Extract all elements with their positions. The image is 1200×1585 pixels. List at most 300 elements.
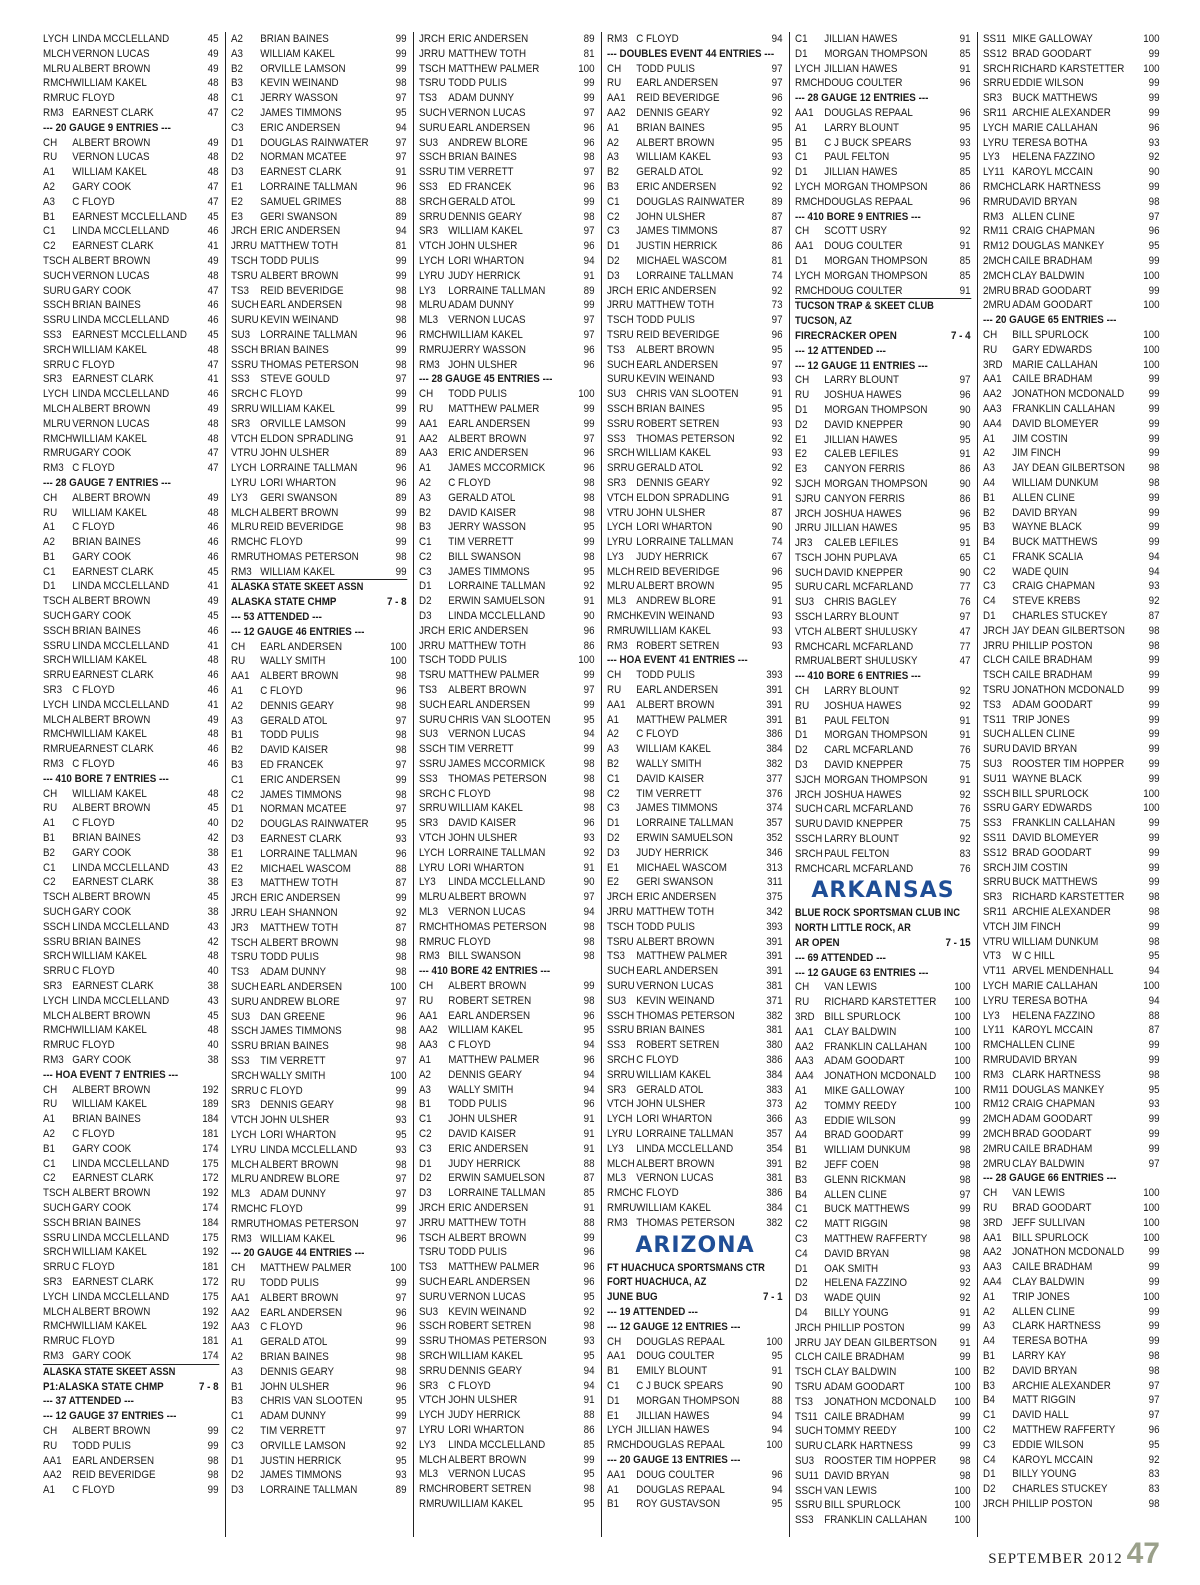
class-code: TS11 [983,713,1006,726]
score: 98 [395,744,407,757]
result-row [795,224,971,239]
class-code: C2 [43,876,56,889]
club-heading: NORTH LITTLE ROCK, AR [795,922,911,935]
class-code: SR3 [983,891,1003,904]
score: 92 [771,166,783,179]
result-row [795,254,971,269]
class-code: C1 [43,1157,56,1170]
class-code: LY3 [419,284,436,297]
class-code: CH [795,685,810,698]
shooter-name: WALLY SMITH [448,1083,514,1096]
result-row [983,1408,1160,1423]
class-code: SSRU [419,1335,447,1348]
shooter-name: ALBERT BROWN [72,1009,151,1022]
result-row [43,668,219,683]
result-row [231,1113,407,1128]
shooter-name: LARRY BLOUNT [824,833,900,846]
class-code: A4 [983,1335,995,1348]
score: 97 [395,136,407,149]
result-row [231,32,407,47]
class-code: LYCH [43,994,69,1007]
result-row [419,1097,595,1112]
score: 94 [583,906,595,919]
score: 95 [771,1350,783,1363]
shooter-name: DOUG COULTER [636,1468,715,1481]
shooter-name: JEFF SULLIVAN [1012,1216,1086,1229]
score: 95 [583,1468,595,1481]
shooter-name: ALBERT BROWN [72,1187,151,1200]
score: 96 [771,1468,783,1481]
shooter-name: REID BEVERIDGE [636,92,720,105]
result-row [983,91,1160,106]
class-code: A1 [43,817,55,830]
shooter-name: MORGAN THOMPSON [824,403,928,416]
score: 85 [959,166,971,179]
score: 93 [771,417,783,430]
result-row [231,224,407,239]
score: 87 [1148,610,1160,623]
result-row [607,565,783,580]
class-code: D3 [607,846,620,859]
score: 374 [766,802,783,815]
score: 89 [395,447,407,460]
class-code: 2MCH [983,269,1011,282]
score: 91 [583,1127,595,1140]
shooter-name: C FLOYD [260,1321,303,1334]
class-code: TSCH [43,254,70,267]
shooter-name: C FLOYD [72,1484,115,1497]
shoot-title [43,1380,219,1395]
class-code: B2 [607,758,619,771]
class-code: A1 [419,1053,431,1066]
score: 92 [771,180,783,193]
score: 99 [1148,1039,1160,1052]
score: 98 [583,758,595,771]
result-row [43,890,219,905]
score: 100 [954,1055,971,1068]
class-code: TSCH [43,595,70,608]
score: 96 [583,462,595,475]
result-row [795,1040,971,1055]
class-code: SSCH [607,402,635,415]
result-row [795,1010,971,1025]
class-code: LYCH [607,521,633,534]
shooter-name: JOHN ULSHER [448,1394,518,1407]
result-row [607,446,783,461]
result-row [607,964,783,979]
result-row [795,788,971,803]
shooter-name: ERIC ANDERSEN [448,1201,529,1214]
shooter-name: TOMMY REEDY [824,1099,897,1112]
shooter-name: JAMES TIMMONS [260,1469,342,1482]
class-code: D1 [607,1394,620,1407]
result-row [983,210,1160,225]
class-code: AA4 [983,417,1002,430]
result-row [231,714,407,729]
result-row [43,550,219,565]
result-row [795,521,971,536]
result-row [795,728,971,743]
result-row [795,106,971,121]
shooter-name: JIM FINCH [1012,447,1061,460]
class-code: CH [419,980,434,992]
shooter-name: FRANKLIN CALLAHAN [824,1514,928,1527]
shooter-name: MATTHEW TOTH [636,299,715,312]
shooter-name: C FLOYD [260,536,303,549]
score: 96 [583,1261,595,1274]
class-code: SURU [231,995,259,1008]
score: 49 [207,136,219,149]
class-code: SURU [231,314,259,327]
shooter-name: SCOTT USRY [824,225,888,238]
shooter-name: DAVID BRYAN [824,1247,890,1260]
result-row [795,507,971,522]
shooter-name: LARRY BLOUNT [824,685,900,698]
score: 99 [1148,1275,1160,1288]
class-code: RU [983,343,998,356]
score: 99 [395,343,407,356]
class-code: SRRU [983,77,1011,90]
shooter-name: CALEB LEFILES [824,537,899,550]
shooter-name: JILLIAN HAWES [824,166,898,179]
class-code: RM3 [231,565,252,578]
shooter-name: ED FRANCEK [448,180,512,193]
score: 49 [207,402,219,415]
result-row [419,1408,595,1423]
class-code: C3 [983,1438,996,1451]
score: 371 [766,994,783,1007]
result-row [43,62,219,77]
class-code: A1 [607,713,619,726]
shooter-name: GARY COOK [72,447,132,460]
result-row [983,1083,1160,1098]
result-row [983,727,1160,742]
result-row [607,136,783,151]
result-row [43,1454,219,1469]
class-code: RMRU [983,195,1013,208]
score: 97 [959,611,971,624]
shooter-name: DAVID KAISER [448,1127,517,1140]
shooter-name: ORVILLE LAMSON [260,1439,346,1452]
score: 98 [1148,1497,1160,1510]
shooter-name: LORRAINE TALLMAN [448,846,546,859]
class-code: SUCH [43,1201,71,1214]
class-code: AA2 [43,1469,62,1482]
shooter-name: WILLIAM KAKEL [72,77,147,90]
result-row [983,136,1160,151]
result-row [795,462,971,477]
event-header: --- 410 BORE 6 ENTRIES --- [795,670,921,683]
result-row [43,920,219,935]
score: 99 [1148,47,1160,60]
score: 99 [1148,491,1160,504]
class-code: B2 [983,1364,995,1377]
shooter-name: ERIC ANDERSEN [260,121,341,134]
shooter-name: DAVID KNEPPER [824,759,903,772]
result-row [795,1498,971,1513]
class-code: TSCH [607,314,634,327]
result-row [419,905,595,920]
class-code: CH [43,787,58,800]
score: 93 [395,1469,407,1482]
shooter-name: BRIAN BAINES [636,1024,705,1037]
shooter-name: C FLOYD [72,521,115,534]
result-row [419,476,595,491]
class-code: A1 [795,1084,807,1097]
score: 98 [583,772,595,785]
class-code: D3 [795,759,808,772]
shooter-name: TODD PULIS [260,1276,319,1289]
class-code: A1 [983,1290,995,1303]
shooter-name: MATTHEW PALMER [448,669,540,682]
score: 94 [583,254,595,267]
shooter-name: KEVIN WEINAND [260,314,339,327]
score: 46 [207,669,219,682]
shooter-name: DOUG COULTER [824,240,903,253]
result-row [231,269,407,284]
score: 97 [959,1188,971,1201]
class-code: LY11 [983,166,1005,179]
class-code: SSCH [983,787,1011,800]
score: 99 [395,388,407,401]
class-code: 2MRU [983,1157,1011,1170]
result-row [795,995,971,1010]
score: 99 [1148,1320,1160,1333]
shooter-name: GERALD ATOL [260,1336,328,1349]
score: 174 [202,1201,219,1214]
class-code: JRCH [231,892,258,905]
result-row [419,713,595,728]
result-row [795,403,971,418]
score: 81 [771,254,783,267]
class-code: B3 [419,521,431,534]
shooter-name: JOHN ULSHER [636,210,706,223]
shooter-name: DAVID KAISER [260,744,329,757]
class-code: SU3 [231,1010,251,1023]
class-code: CH [419,388,434,401]
score: 97 [583,166,595,179]
shooter-name: CLARK HARTNESS [1012,180,1101,193]
result-row [231,1143,407,1158]
score: 99 [395,254,407,267]
result-row [983,1364,1160,1379]
shooter-name: JAMES TIMMONS [260,788,342,801]
score: 313 [766,861,783,874]
result-row [607,1068,783,1083]
result-row [607,106,783,121]
class-code: VT11 [983,965,1006,978]
score: 100 [954,1099,971,1112]
shooter-name: C J BUCK SPEARS [636,1379,724,1392]
result-row [231,728,407,743]
result-row [43,1112,219,1127]
result-row [419,801,595,816]
score: 45 [207,610,219,623]
score: 48 [207,343,219,356]
score: 77 [959,581,971,594]
shooter-name: GARY COOK [72,284,132,297]
result-row [231,136,407,151]
result-row [795,1099,971,1114]
shooter-name: JUDY HERRICK [636,550,709,563]
class-code: A2 [983,447,995,460]
class-code: JRRU [231,240,258,253]
shooter-name: WILLIAM KAKEL [636,1201,711,1214]
class-code: TSCH [795,551,822,564]
class-code: C3 [795,1232,808,1245]
class-code: C1 [983,550,996,563]
class-code: B1 [43,1142,55,1155]
class-code: 2MCH [983,1113,1011,1126]
result-row [607,343,783,358]
class-code: SSCH [43,920,71,933]
shooter-name: MORGAN THOMPSON [824,773,928,786]
result-row [795,492,971,507]
score: 98 [1148,476,1160,489]
score: 95 [1148,950,1160,963]
score: 99 [207,1484,219,1497]
score: 357 [766,1127,783,1140]
class-code: JR3 [231,921,249,934]
class-code: SURU [983,743,1011,756]
shooter-name: KEVIN WEINAND [260,77,339,90]
class-code: JRCH [983,624,1010,637]
class-code: CH [231,1262,246,1275]
class-code: A1 [231,685,243,698]
score: 98 [583,151,595,164]
shooter-name: C FLOYD [448,476,491,489]
score: 99 [395,47,407,60]
shooter-name: VERNON LUCAS [448,1468,526,1481]
class-code: TSCH [607,920,634,933]
shoot-date: 7 - 1 [762,1291,783,1304]
result-row [795,1202,971,1217]
shooter-name: TIM VERRETT [448,743,514,756]
shooter-name: C FLOYD [72,358,115,371]
shooter-name: JOSHUA HAWES [824,788,902,801]
score: 99 [583,402,595,415]
result-row [231,1409,407,1424]
score: 41 [207,373,219,386]
score: 181 [202,1261,219,1274]
score: 92 [1148,595,1160,608]
score: 96 [583,1098,595,1111]
shooter-name: LORRAINE TALLMAN [636,817,734,830]
shooter-name: BRIAN BAINES [260,1040,329,1053]
shooter-name: LINDA MCCLELLAND [448,1438,546,1451]
class-code: D1 [795,729,808,742]
result-row [419,298,595,313]
shooter-name: JERRY WASSON [448,521,526,534]
shooter-name: CARL MCFARLAND [824,744,914,757]
score: 91 [583,1142,595,1155]
shooter-name: DOUG COULTER [824,77,903,90]
shooter-name: JILLIAN HAWES [636,1424,710,1437]
class-code: SUCH [231,981,259,993]
shooter-name: ALBERT BROWN [72,595,151,608]
score: 377 [766,772,783,785]
class-code: B1 [43,210,55,223]
score: 95 [395,818,407,831]
class-code: D2 [607,832,620,845]
shooter-name: VAN LEWIS [1012,1187,1065,1200]
score: 91 [959,284,971,297]
class-code: A3 [607,743,619,756]
class-code: SRRU [43,358,71,371]
shooter-name: ROOSTER TIM HOPPER [1012,758,1125,771]
score: 46 [207,536,219,549]
result-row [795,1054,971,1069]
shooter-name: JILLIAN HAWES [824,33,898,45]
score: 99 [1148,743,1160,756]
class-code: TSRU [231,951,258,964]
shooter-name: LEAH SHANNON [260,907,338,920]
score: 94 [771,1409,783,1422]
shooter-name: LORRAINE TALLMAN [260,847,358,860]
score: 86 [959,492,971,505]
result-row [419,1127,595,1142]
shooter-name: BRIAN BAINES [448,151,517,164]
score: 98 [583,920,595,933]
shooter-name: GARY EDWARDS [1012,343,1093,356]
score: 98 [395,314,407,327]
score: 98 [1148,1349,1160,1362]
score: 81 [583,47,595,60]
shooter-name: WILLIAM KAKEL [260,47,335,60]
result-row [231,565,407,580]
score: 92 [771,432,783,445]
result-row [983,150,1160,165]
score: 98 [1148,906,1160,919]
class-code: C2 [231,788,244,801]
shooter-name: JOHN ULSHER [448,1113,518,1126]
shooter-name: JUDY HERRICK [448,1409,521,1422]
class-code: SRRU [419,1364,447,1377]
shooter-name: JERRY WASSON [448,343,526,356]
class-code: SSRU [43,935,71,948]
score: 97 [1148,1394,1160,1407]
score: 96 [771,92,783,105]
score: 96 [959,106,971,119]
class-code: SS3 [231,1054,250,1067]
score: 96 [1148,1423,1160,1436]
result-row [607,195,783,210]
shooter-name: ALBERT BROWN [72,713,151,726]
shooter-name: C FLOYD [448,787,491,800]
result-row [43,565,219,580]
class-code: SURU [795,581,823,594]
score: 98 [583,787,595,800]
result-row [607,1409,783,1424]
score: 99 [1148,1261,1160,1274]
result-row [43,905,219,920]
shooter-name: TODD PULIS [448,654,507,667]
result-row [419,328,595,343]
result-row [607,284,783,299]
class-code: RM3 [607,1216,628,1229]
score: 85 [583,1438,595,1451]
score: 94 [1148,550,1160,563]
score: 96 [395,1232,407,1245]
shooter-name: ALBERT BROWN [72,491,151,504]
class-code: CH [43,1424,58,1437]
score: 192 [202,1320,219,1333]
class-code: D2 [419,1172,432,1185]
shooter-name: TODD PULIS [260,729,319,742]
result-row [983,269,1160,284]
result-row [419,76,595,91]
result-row [607,713,783,728]
